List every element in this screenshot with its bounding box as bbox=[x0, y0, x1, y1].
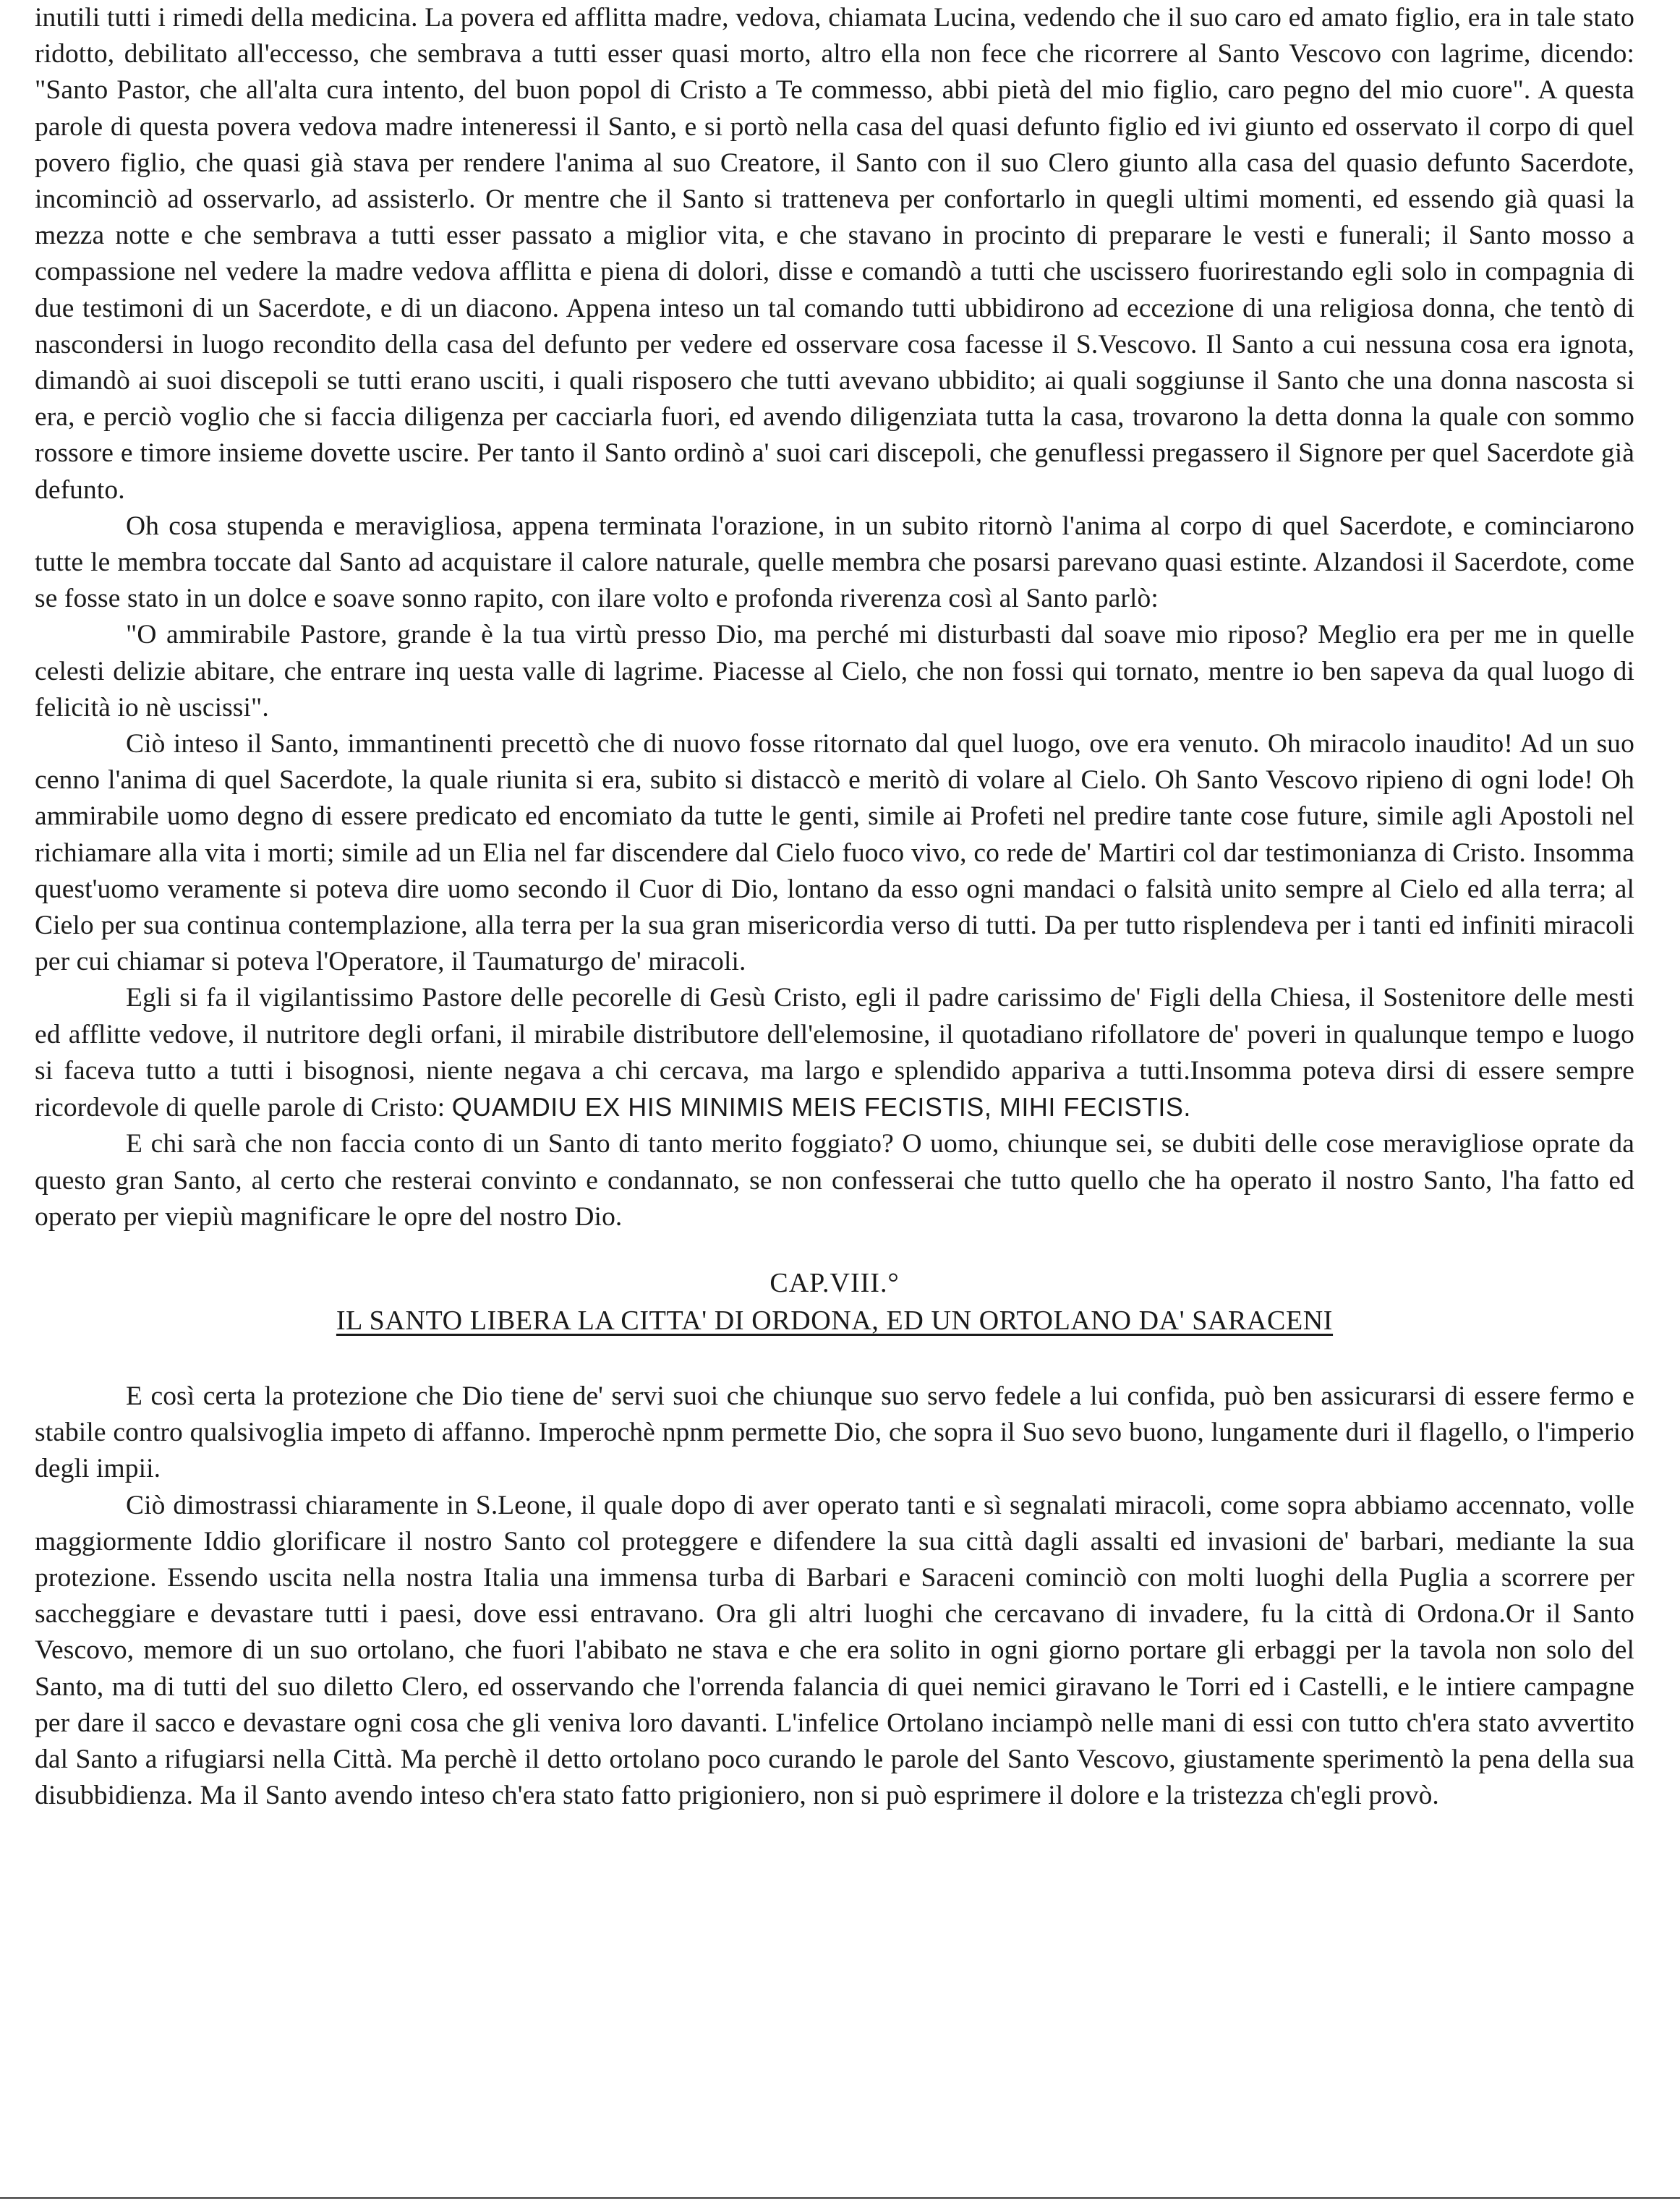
document-page bbox=[35, 0, 1634, 2211]
chapter-title-spacer bbox=[35, 1339, 1634, 1379]
paragraph-vigilant-pastor bbox=[35, 980, 1634, 1126]
page-bottom-rule bbox=[0, 2197, 1680, 2199]
paragraph-divine-protection: E così certa la protezione che Dio tiene de' servi suoi che chiunque suo servo fedele a lui confida, può ben assicurarsi di essere fermo e stabile contro qualsivoglia impeto di affanno. Imperochè npnm permette Dio, che sopra il Suo sevo buono, lungamente duri il flagello, o l'imperio degli impii. bbox=[35, 1381, 1634, 1484]
chapter-number: CAP.VIII.° bbox=[769, 1267, 900, 1298]
latin-quotation: QUAMDIU EX HIS MINIMIS MEIS FECISTIS, MIHI FECISTIS. bbox=[451, 1092, 1191, 1122]
paragraph-saracen-invasion: Ciò dimostrassi chiaramente in S.Leone, il quale dopo di aver operato tanti e sì segnalati miracoli, come sopra abbiamo accennato, volle maggiormente Iddio glorificare il nostro Santo col proteggere e difendere la sua città dagli assalti ed invasioni de' barbari, mediante la sua protezione. Essendo uscita nella nostra Italia una immensa turba di Barbari e Saraceni cominciò con molti luoghi della Puglia a scorrere per saccheggiare e devastare tutti i paesi, dove essi entravano. Ora gli altri luoghi che cercavano di invadere, fu la città di Ordona.Or il Santo Vescovo, memore di un suo ortolano, che fuori l'abibato ne stava e che era solito in ogni giorno portare gli erbaggi per la tavola non solo del Santo, ma di tutti del suo diletto Clero, ed osservando che l'orrenda falancia di quei nemici giravano le Torri ed i Castelli, e le intiere campagne per dare il sacco e devastare ogni cosa che gli veniva loro davanti. L'infelice Ortolano inciampò nelle mani di essi con tutto ch'era stato avvertito dal Santo a rifugiarsi nella Città. Ma perchè il detto ortolano poco curando le parole del Santo Vescovo, giustamente sperimentò la pena della sua disubbidienza. Ma il Santo avendo inteso ch'era stato fatto prigioniero, non si può esprimere il dolore e la tristezza ch'egli provò. bbox=[35, 1490, 1634, 1811]
paragraph-closing-exhortation: E chi sarà che non faccia conto di un Santo di tanto merito foggiato? O uomo, chiunque sei, se dubiti delle cose meravigliose oprate da questo gran Santo, al certo che resterai convinto e condannato, se non confesserai che tutto quello che ha operato il nostro Santo, l'ha fatto ed operato per viepiù magnificare le opre del nostro Dio. bbox=[35, 1129, 1634, 1232]
chapter-title: IL SANTO LIBERA LA CITTA' DI ORDONA, ED UN ORTOLANO DA' SARACENI bbox=[336, 1305, 1334, 1336]
chapter-spacer bbox=[35, 1235, 1634, 1264]
paragraph-lucina-story: inutili tutti i rimedi della medicina. La povera ed afflitta madre, vedova, chiamata Lucina, vedendo che il suo caro ed amato figlio, era in tale stato ridotto, debilitato all'eccesso, che sembrava a tutti esser quasi morto, altro ella non fece che ricorrere al Santo Vescovo con lagrime, dicendo: "Santo Pastor, che all'alta cura intento, del buon popol di Cristo a Te commesso, abbi pietà del mio figlio, caro pegno del mio cuore". A questa parole di questa povera vedova madre inteneressi il Santo, e si portò nella casa del quasi defunto figlio ed ivi giunto ed osservato il corpo di quel povero figlio, che quasi già stava per rendere l'anima al suo Creatore, il Santo con il suo Clero giunto alla casa del quasio defunto Sacerdote, incominciò ad osservarlo, ad assisterlo. Or mentre che il Santo si tratteneva per confortarlo in quegli ultimi momenti, ed essendo già quasi la mezza notte e che sembrava a tutti esser passato a miglior vita, e che stavano in procinto di preparare le vesti e funerali; il Santo mosso a compassione nel vedere la madre vedova afflitta e piena di dolori, disse e comandò a tutti che uscissero fuorirestando egli solo in compagnia di due testimoni di un Sacerdote, e di un diacono. Appena inteso un tal comando tutti ubbidirono ad eccezione di una religiosa donna, che tentò di nascondersi in luogo recondito della casa del defunto per vedere ed osservare cosa facesse il S.Vescovo. Il Santo a cui nessuna cosa era ignota, dimandò ai suoi discepoli se tutti erano usciti, i quali risposero che tutti avevano ubbidito; ai quali soggiunse il Santo che una donna nascosta si era, e perciò voglio che si faccia diligenza per cacciarla fuori, ed avendo diligenziata tutta la casa, trovarono la detta donna la quale con sommo rossore e timore insieme dovette uscire. Per tanto il Santo ordinò a' suoi cari discepoli, che genuflessi pregassero il Signore per quel Sacerdote già defunto. bbox=[35, 3, 1634, 505]
paragraph-priest-speech: "O ammirabile Pastore, grande è la tua virtù presso Dio, ma perché mi disturbasti dal soave mio riposo? Meglio era per me in quelle celesti delizie abitare, che entrare inq uesta valle di lagrime. Piacesse al Cielo, che non fossi qui tornato, mentre io ben sapeva da qual luogo di felicità io nè uscissi". bbox=[35, 620, 1634, 723]
paragraph-miracle-return: Oh cosa stupenda e meravigliosa, appena terminata l'orazione, in un subito ritornò l'anima al corpo di quel Sacerdote, e cominciarono tutte le membra toccate dal Santo ad acquistare il calore naturale, quelle membra che posarsi parevano quasi estinte. Alzandosi il Sacerdote, come se fosse stato in un dolce e soave sonno rapito, con ilare volto e profonda riverenza così al Santo parlò: bbox=[35, 511, 1634, 614]
paragraph-vigilant-text: Egli si fa il vigilantissimo Pastore delle pecorelle di Gesù Cristo, egli il padre carissimo de' Figli della Chiesa, il Sostenitore delle mesti ed afflitte vedove, il nutritore degli orfani, il mirabile distributore dell'elemosine, il quotadiano rifollatore de' poveri in qualunque tempo e luogo si faceva tutto a tutti i bisognosi, niente negava a chi cercava, ma largo e splendido appariva a tutti.Insomma poteva dirsi di essere sempre ricordevole di quelle parole di Cristo: bbox=[35, 983, 1634, 1123]
paragraph-praise-bishop: Ciò inteso il Santo, immantinenti precettò che di nuovo fosse ritornato dal quel luogo, ove era venuto. Oh miracolo inaudito! Ad un suo cenno l'anima di quel Sacerdote, la quale riunita si era, subito si distaccò e meritò di volare al Cielo. Oh Santo Vescovo ripieno di ogni lode! Oh ammirabile uomo degno di essere predicato ed encomiato da tutte le genti, simile ai Profeti nel predire tante cose future, simile agli Apostoli nel richiamare alla vita i morti; simile ad un Elia nel far discendere dal Cielo fuoco vivo, co rede de' Martiri col dar testimonianza di Cristo. Insomma quest'uomo veramente si poteva dire uomo secondo il Cuor di Dio, lontano da esso ogni mandaci o falsità unito sempre al Cielo ed alla terra; al Cielo per sua continua contemplazione, alla terra per la sua gran misericordia verso di tutti. Da per tutto risplendeva per i tanti ed infiniti miracoli per cui chiamar si poteva l'Operatore, il Taumaturgo de' miracoli. bbox=[35, 729, 1634, 977]
